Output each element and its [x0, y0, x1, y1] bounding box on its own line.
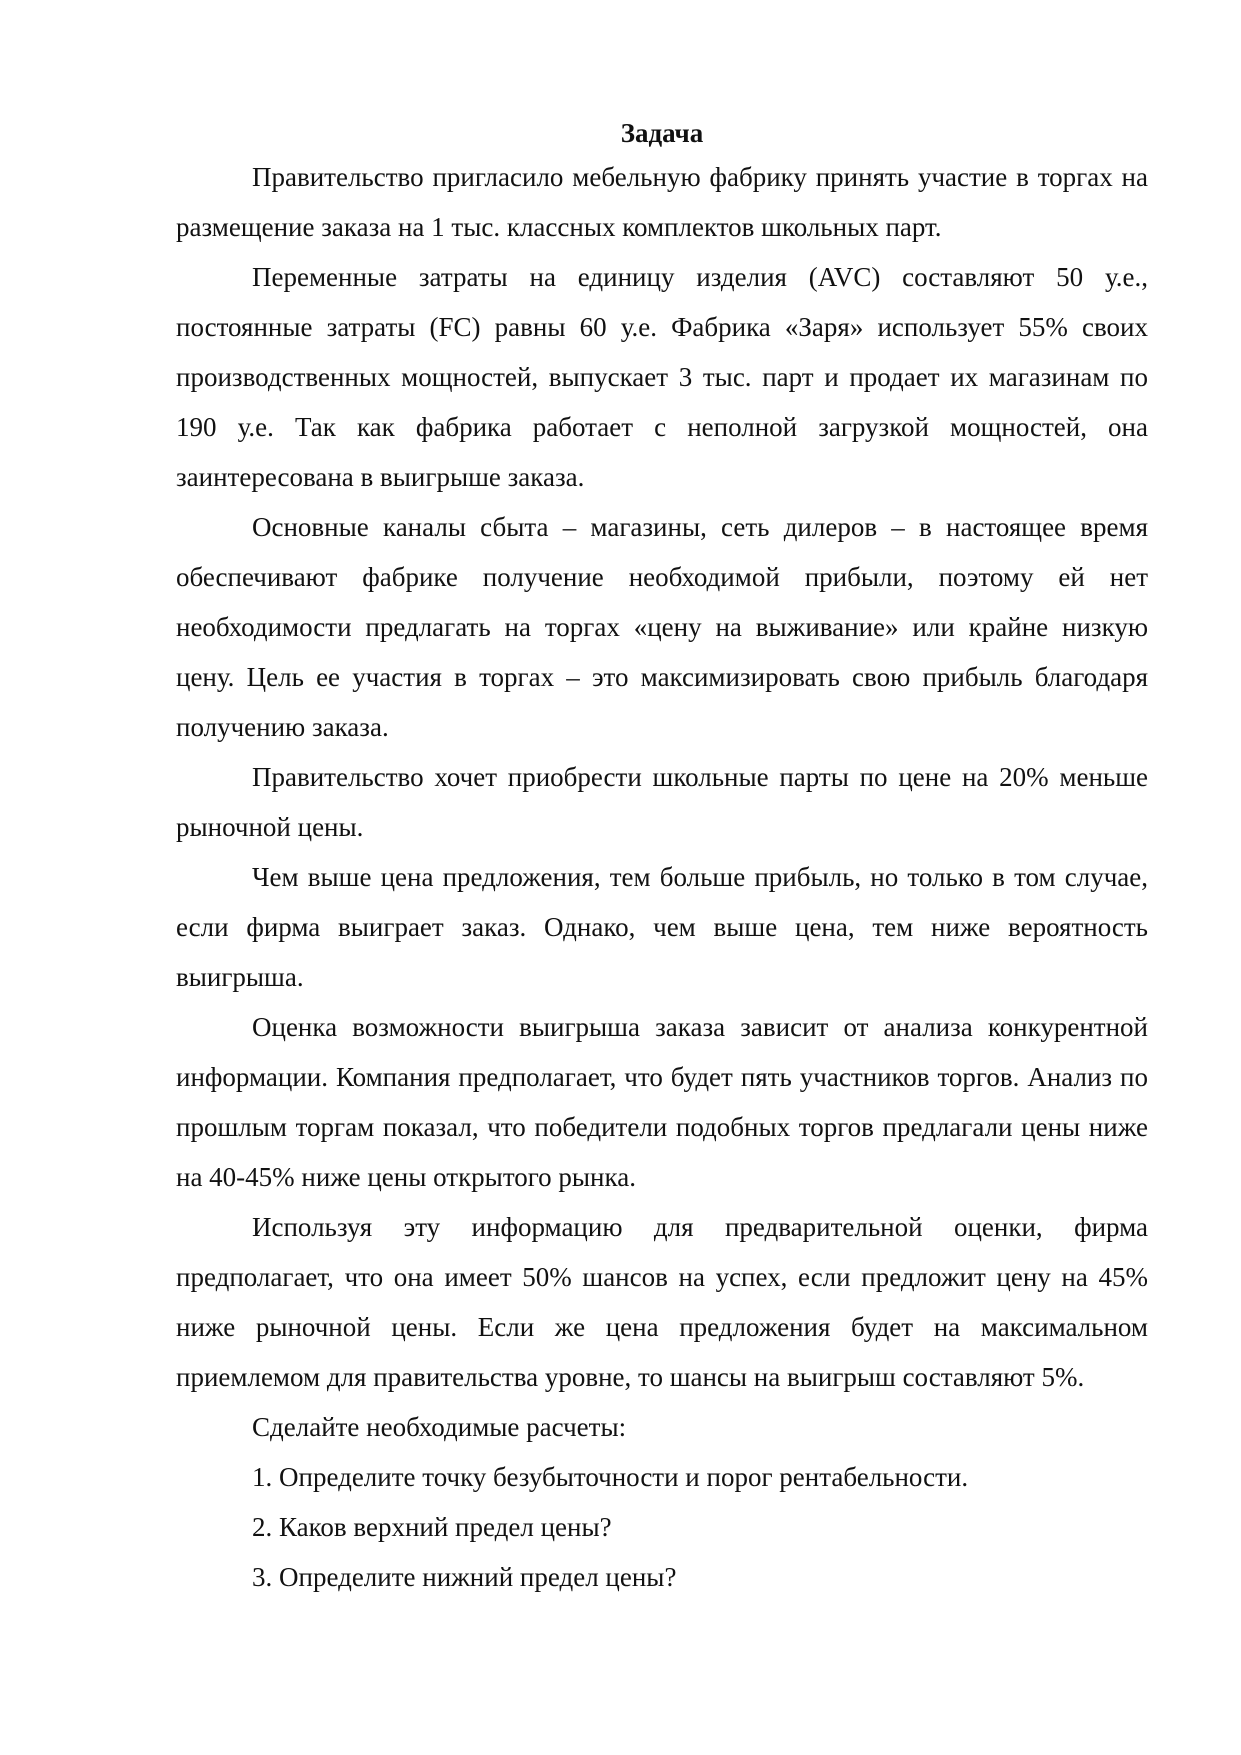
task-item-3: 3. Определите нижний предел цены? [252, 1562, 677, 1592]
paragraph-sales-channels: Основные каналы сбыта – магазины, сеть дилеров – в настоящее время обеспечивают фабрике получение необходимой прибыли, поэтому ей нет необходимости предлагать на торгах «цену на выживание» или крайне низкую цену. Цель ее участия в торгах – это максимизировать свою прибыль благодаря получению заказа. [176, 512, 1148, 742]
paragraph-price-probability: Чем выше цена предложения, тем больше прибыль, но только в том случае, если фирма выиграет заказ. Однако, чем выше цена, тем ниже вероятность выигрыша. [176, 862, 1148, 992]
paragraph-costs: Переменные затраты на единицу изделия (AVC) составляют 50 у.е., постоянные затраты (FC) равны 60 у.е. Фабрика «Заря» использует 55% своих производственных мощностей, выпускает 3 тыс. парт и продает их магазинам по 190 у.е. Так как фабрика работает с неполной загрузкой мощностей, она заинтересована в выигрыше заказа. [176, 262, 1148, 492]
paragraph-competitive-analysis: Оценка возможности выигрыша заказа зависит от анализа конкурентной информации. Компания предполагает, что будет пять участников торгов. Анализ по прошлым торгам показал, что победители подобных торгов предлагали цены ниже на 40-45% ниже цены открытого рынка. [176, 1012, 1148, 1192]
paragraph-invitation: Правительство пригласило мебельную фабрику принять участие в торгах на размещение заказа на 1 тыс. классных комплектов школьных парт. [176, 162, 1148, 242]
paragraph-government-price: Правительство хочет приобрести школьные парты по цене на 20% меньше рыночной цены. [176, 762, 1148, 842]
document-page [176, 118, 1148, 1602]
document-title: Задача [620, 118, 704, 148]
task-item-2: 2. Каков верхний предел цены? [252, 1512, 612, 1542]
paragraph-win-chances: Используя эту информацию для предварительной оценки, фирма предполагает, что она имеет 50% шансов на успех, если предложит цену на 45% ниже рыночной цены. Если же цена предложения будет на максимальном приемлемом для правительства уровне, то шансы на выигрыш составляют 5%. [176, 1212, 1148, 1392]
task-item-1: 1. Определите точку безубыточности и порог рентабельности. [252, 1462, 969, 1492]
instruction-text: Сделайте необходимые расчеты: [252, 1412, 627, 1442]
